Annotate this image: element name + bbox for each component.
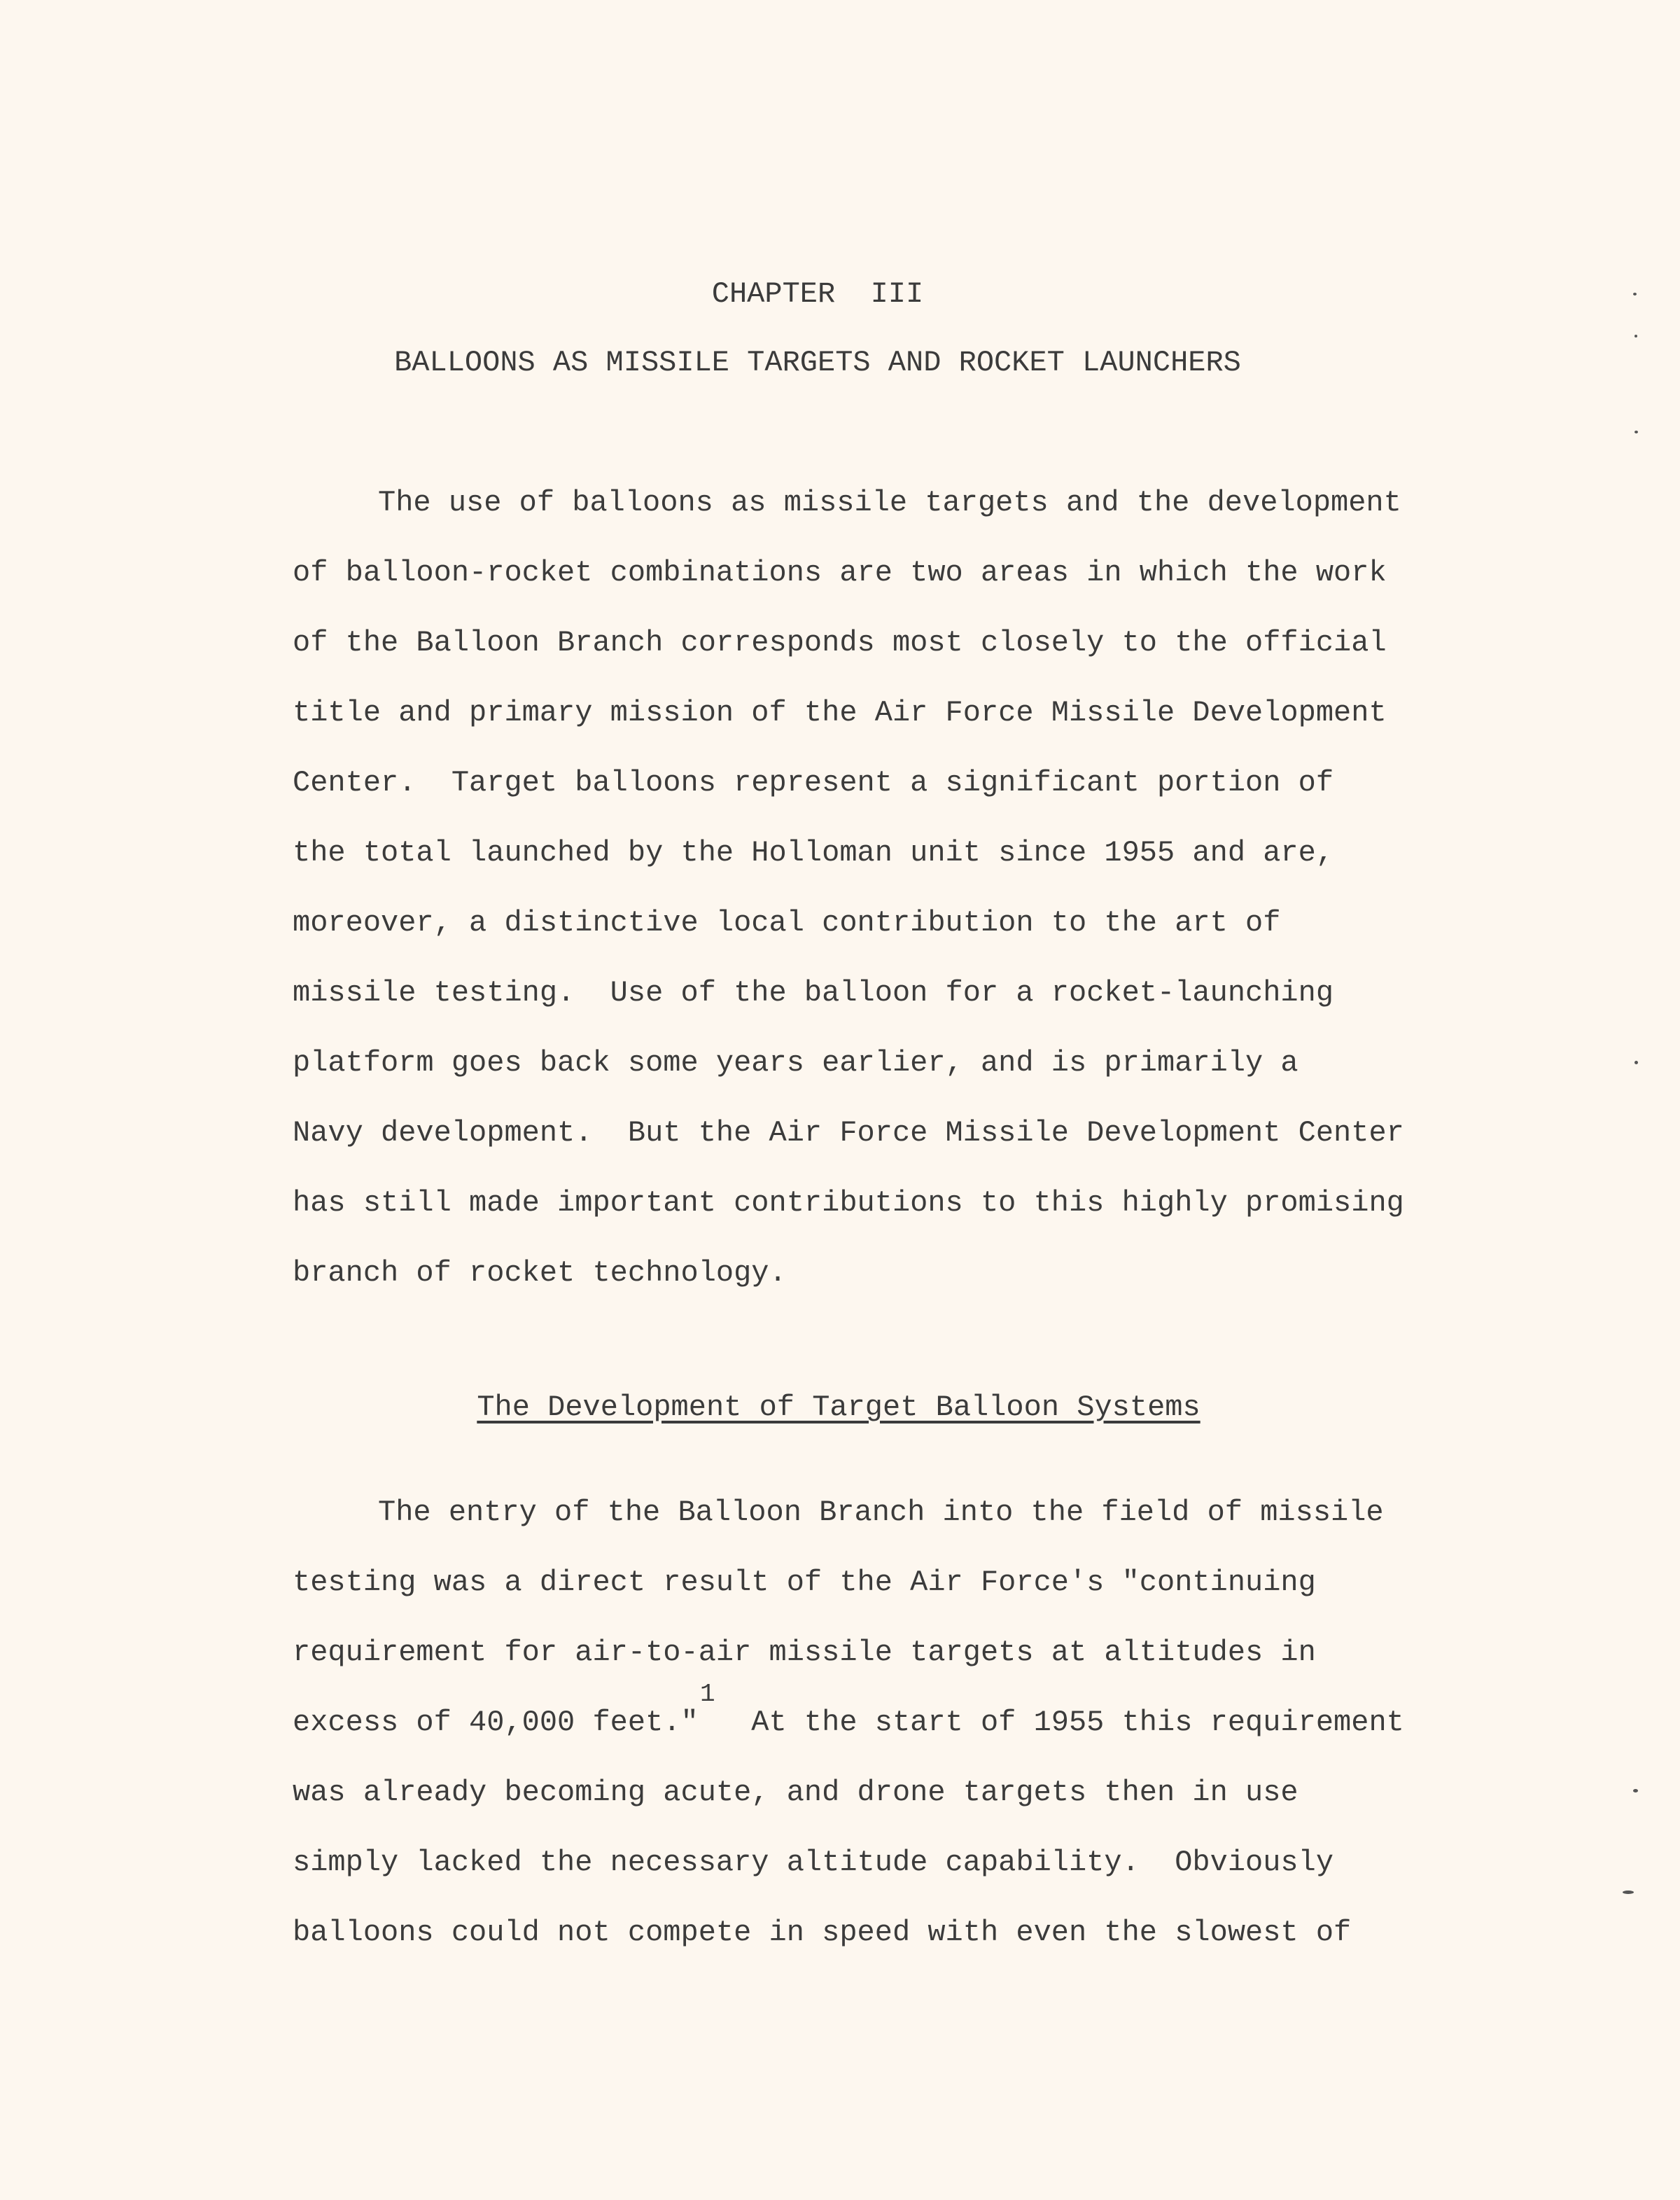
footnote-marker: 1 bbox=[700, 1680, 715, 1708]
text-line: The use of balloons as missile targets and the development bbox=[378, 486, 1401, 520]
margin-speck bbox=[1634, 431, 1638, 433]
margin-speck bbox=[1633, 293, 1637, 295]
text-line: simply lacked the necessary altitude capability. Obviously bbox=[293, 1846, 1334, 1879]
text-line: Center. Target balloons represent a significant portion of bbox=[293, 766, 1334, 800]
text-line: testing was a direct result of the Air Force's "continuing bbox=[293, 1566, 1316, 1599]
text-line: missile testing. Use of the balloon for a rocket-launching bbox=[293, 976, 1334, 1010]
text-line: branch of rocket technology. bbox=[293, 1256, 787, 1290]
margin-speck bbox=[1634, 1061, 1638, 1064]
margin-speck bbox=[1634, 335, 1637, 337]
text-line: requirement for air-to-air missile targets at altitudes in bbox=[293, 1636, 1316, 1669]
text-line: of the Balloon Branch corresponds most closely to the official bbox=[293, 626, 1387, 660]
text-line: has still made important contributions to this highly promising bbox=[293, 1186, 1404, 1220]
chapter-title: BALLOONS AS MISSILE TARGETS AND ROCKET LAUNCHERS bbox=[394, 346, 1241, 380]
text-line: of balloon-rocket combinations are two areas in which the work bbox=[293, 556, 1387, 590]
section-heading bbox=[21, 1390, 1656, 1425]
text-line: balloons could not compete in speed with even the slowest of bbox=[293, 1916, 1352, 1949]
text-line: title and primary mission of the Air Force Missile Development bbox=[293, 696, 1387, 730]
text-line: The entry of the Balloon Branch into the field of missile bbox=[378, 1496, 1384, 1529]
text-line: the total launched by the Holloman unit since 1955 and are, bbox=[293, 836, 1334, 870]
text-line: Navy development. But the Air Force Missile Development Center bbox=[293, 1116, 1404, 1150]
text-line: was already becoming acute, and drone targets then in use bbox=[293, 1776, 1298, 1809]
text-line: platform goes back some years earlier, and is primarily a bbox=[293, 1046, 1298, 1080]
section-heading-text: The Development of Target Balloon Systems bbox=[477, 1391, 1200, 1424]
text-line: moreover, a distinctive local contribution to the art of bbox=[293, 906, 1281, 940]
text-line: excess of 40,000 feet." At the start of 1955 this requirement bbox=[293, 1706, 1404, 1739]
margin-speck bbox=[1623, 1891, 1634, 1894]
chapter-number: CHAPTER III bbox=[711, 277, 924, 311]
margin-speck bbox=[1633, 1789, 1638, 1792]
